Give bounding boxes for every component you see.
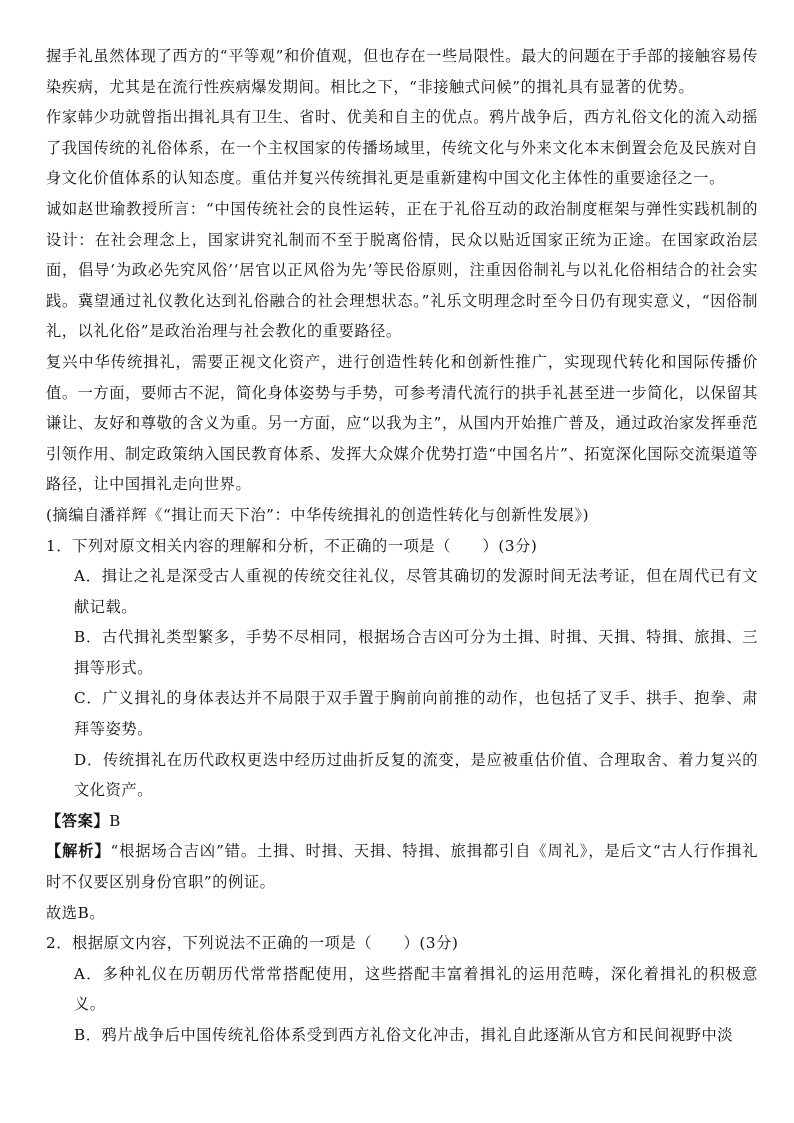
question-2-option-b [46,1020,758,1051]
option-text: B．鸦片战争后中国传统礼俗体系受到西方礼俗文化冲击，揖礼自此逐渐从官方和民间视野中淡 [74,1026,734,1044]
document-page [46,41,758,1051]
passage-paragraph-4: 复兴中华传统揖礼，需要正视文化资产，进行创造性转化和创新性推广，实现现代转化和国际传播价值。一方面，要师古不泥，简化身体姿势与手势，可参考清代流行的拱手礼甚至进一步简化，以保留其谦让、友好和尊敬的含义为重。另一方面，应“以我为主”，从国内开始推广普及，通过政治家发挥垂范引领作用、制定政策纳入国民教育体系、发挥大众媒介优势打造“中国名片”、拓宽深化国际交流渠道等路径，让中国揖礼走向世界。 [46,352,758,494]
question-1-option-a [46,561,758,622]
option-text: A．多种礼仪在历朝历代常常搭配使用，这些搭配丰富着揖礼的运用范畴，深化着揖礼的积极意义。 [74,964,758,1014]
passage-paragraph-2: 作家韩少功就曾指出揖礼具有卫生、省时、优美和自主的优点。鸦片战争后，西方礼俗文化的流入动摇了我国传统的礼俗体系，在一个主权国家的传播场域里，传统文化与外来文化本末倒置会危及民族对自身文化价值体系的认知态度。重估并复兴传统揖礼更是重新建构中国文化主体性的重要途径之一。 [46,108,758,188]
option-text: A．揖让之礼是深受古人重视的传统交往礼仪，尽管其确切的发源时间无法考证，但在周代已有文献记载。 [74,567,758,616]
question-1-option-b [46,622,758,683]
question-1-answer [46,806,758,837]
question-1-stem: 1．下列对原文相关内容的理解和分析，不正确的一项是（ ）(3分) [46,536,538,555]
question-2-stem: 2．根据原文内容，下列说法不正确的一项是（ ）(3分) [46,934,459,953]
passage-paragraph-3: 诚如赵世瑜教授所言：“中国传统社会的良性运转，正在于礼俗互动的政治制度框架与弹性实践机制的设计：在社会理念上，国家讲究礼制而不至于脱离俗情，民众以贴近国家正统为正途。在国家政治层面，倡导‘为政必先究风俗’‘居官以正风俗为先’等民俗原则，注重因俗制礼与以礼化俗相结合的社会实践。冀望通过礼仪教化达到礼俗融合的社会理想状态。”礼乐文明理念时至今日仍有现实意义，“因俗制礼，以礼化俗”是政治治理与社会教化的重要路径。 [46,199,758,341]
option-text: C．广义揖礼的身体表达并不局限于双手置于胸前向前推的动作，也包括了叉手、拱手、抱拳、肃拜等姿势。 [74,689,758,739]
passage-paragraph-1: 握手礼虽然体现了西方的“平等观”和价值观，但也存在一些局限性。最大的问题在于手部的接触容易传染疾病，尤其是在流行性疾病爆发期间。相比之下，“非接触式问候”的揖礼具有显著的优势。 [46,47,758,96]
analysis-text: “根据场合吉凶”错。土揖、时揖、天揖、特揖、旅揖都引自《周礼》，是后文“古人行作揖礼时不仅要区别身份官职”的例证。 [46,842,758,892]
option-text: B．古代揖礼类型繁多，手势不尽相同，根据场合吉凶可分为土揖、时揖、天揖、特揖、旅揖、三揖等形式。 [74,628,758,677]
question-2-option-a [46,959,758,1020]
question-1-option-c [46,683,758,744]
question-1-option-d [46,745,758,806]
question-1-analysis [46,836,758,897]
option-text: D．传统揖礼在历代政权更迭中经历过曲折反复的流变，是应被重估价值、合理取舍、着力复兴的文化资产。 [74,750,758,800]
answer-label: 【答案】 [46,811,110,830]
analysis-label: 【解析】 [46,842,111,861]
answer-value: B [109,811,121,830]
question-1-conclusion: 故选B。 [46,903,106,922]
passage-source: (摘编自潘祥辉《“揖让而天下治”：中华传统揖礼的创造性转化与创新性发展》) [46,505,590,524]
